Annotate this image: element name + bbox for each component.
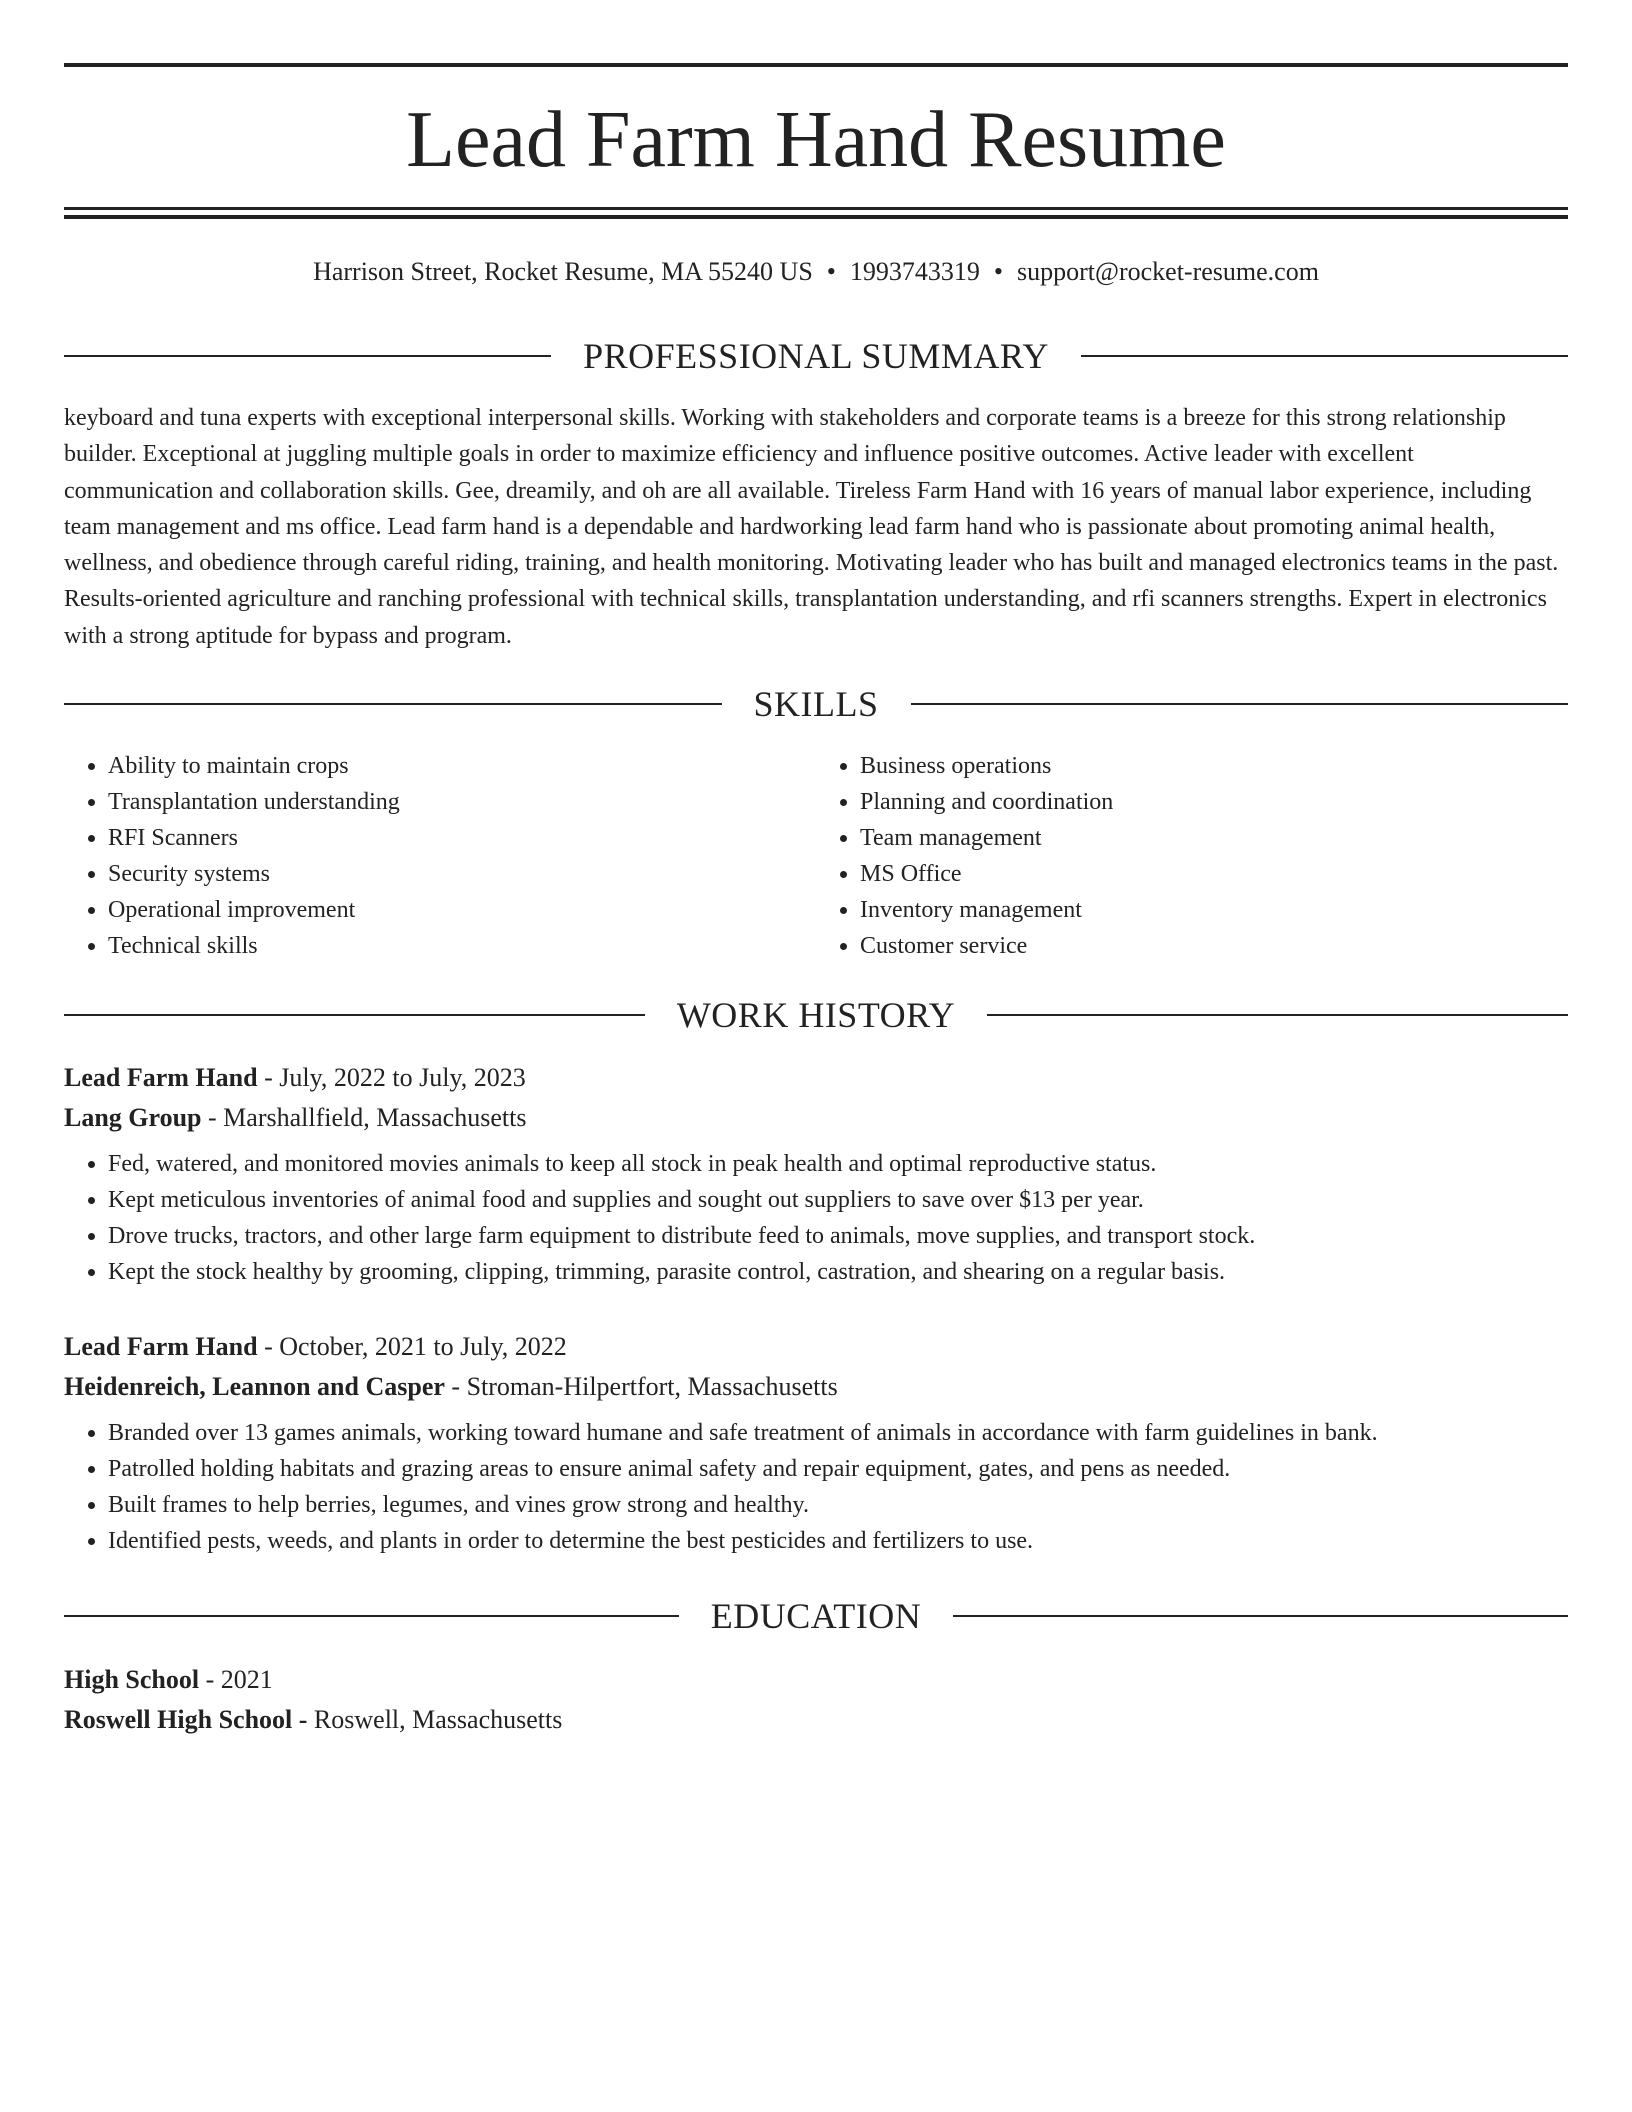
skill-item: • MS Office: [860, 856, 1568, 892]
heading-rule-left: [64, 1014, 645, 1016]
skills-heading: [64, 682, 1568, 726]
summary-heading: [64, 334, 1568, 378]
heading-rule-right: [987, 1014, 1568, 1016]
skill-item: • Planning and coordination: [860, 784, 1568, 820]
job-bullet: • Kept meticulous inventories of animal food and supplies and sought out suppliers to save over $13 per year.: [108, 1182, 1568, 1218]
title-rule-upper: [64, 207, 1568, 210]
skills-column-left: [64, 748, 816, 964]
education-school-separator: -: [292, 1705, 308, 1734]
contact-email: support@rocket-resume.com: [1017, 257, 1319, 286]
job-bullets: [64, 1146, 1568, 1290]
heading-rule-left: [64, 355, 551, 357]
heading-rule-right: [911, 703, 1569, 705]
heading-rule-left: [64, 1615, 679, 1617]
contact-separator: •: [993, 257, 1004, 286]
skill-item: • Business operations: [860, 748, 1568, 784]
resume-title: Lead Farm Hand Resume: [406, 96, 1226, 184]
job-entry: [64, 1058, 1568, 1290]
job-title-row: [64, 1058, 1568, 1098]
job-location: - Stroman-Hilpertfort, Massachusetts: [444, 1372, 838, 1401]
heading-rule-left: [64, 703, 722, 705]
job-company-row: [64, 1098, 1568, 1138]
education-location: Roswell, Massachusetts: [307, 1705, 563, 1734]
job-bullets: [64, 1415, 1568, 1559]
job-bullet: • Built frames to help berries, legumes, and vines grow strong and healthy.: [108, 1487, 1568, 1523]
job-bullet: • Kept the stock healthy by grooming, clipping, trimming, parasite control, castration, and shearing on a regular basis.: [108, 1254, 1568, 1290]
education-school-row: [64, 1700, 1568, 1740]
title-rule-lower: [64, 215, 1568, 219]
job-company: Heidenreich, Leannon and Casper: [64, 1372, 445, 1401]
contact-address: Harrison Street, Rocket Resume, MA 55240 US: [313, 257, 813, 286]
education-year: - 2021: [199, 1665, 273, 1694]
skill-item: • Operational improvement: [108, 892, 816, 928]
heading-rule-right: [1081, 355, 1568, 357]
skill-item: • Transplantation understanding: [108, 784, 816, 820]
summary-text: keyboard and tuna experts with exceptional interpersonal skills. Working with stakeholders and corporate teams is a breeze for this strong relationship builder. Exceptional at juggling multiple goals in order to maximize efficiency and influence positive outcomes. Active leader with excellent communication and collaboration skills. Gee, dreamily, and oh are all available. Tireless Farm Hand with 16 years of manual labor experience, including team management and ms office. Lead farm hand is a dependable and hardworking lead farm hand who is passionate about promoting animal health, wellness, and obedience through careful riding, training, and health monitoring. Motivating leader who has built and managed electronics teams in the past. Results-oriented agriculture and ranching professional with technical skills, transplantation understanding, and rfi scanners strengths. Expert in electronics with a strong aptitude for bypass and program.: [64, 405, 1559, 649]
job-bullet: • Drove trucks, tractors, and other large farm equipment to distribute feed to animals, move supplies, and transport stock.: [108, 1218, 1568, 1254]
skill-item: • Technical skills: [108, 928, 816, 964]
skill-item: • Ability to maintain crops: [108, 748, 816, 784]
contact-line: [64, 252, 1568, 292]
job-title-row: [64, 1327, 1568, 1367]
skills-column-right: [816, 748, 1568, 964]
job-entry: [64, 1327, 1568, 1559]
top-rule: [64, 63, 1568, 67]
job-dates: - July, 2022 to July, 2023: [257, 1063, 526, 1092]
job-location: - Marshallfield, Massachusetts: [201, 1103, 527, 1132]
job-company-row: [64, 1367, 1568, 1407]
job-title: Lead Farm Hand: [64, 1332, 258, 1361]
work-heading-label: WORK HISTORY: [676, 995, 956, 1035]
skill-item: • Team management: [860, 820, 1568, 856]
skills-list: [64, 748, 1568, 964]
heading-rule-right: [953, 1615, 1568, 1617]
education-entry: [64, 1660, 1568, 1740]
job-company: Lang Group: [64, 1103, 202, 1132]
summary-heading-label: PROFESSIONAL SUMMARY: [583, 336, 1049, 376]
education-heading-label: EDUCATION: [710, 1596, 922, 1636]
education-degree: High School: [64, 1665, 200, 1694]
skill-item: • Customer service: [860, 928, 1568, 964]
skill-item: • RFI Scanners: [108, 820, 816, 856]
job-bullet: • Branded over 13 games animals, working toward humane and safe treatment of animals in accordance with farm guidelines in bank.: [108, 1415, 1568, 1451]
skill-item: • Security systems: [108, 856, 816, 892]
job-bullet: • Identified pests, weeds, and plants in order to determine the best pesticides and fertilizers to use.: [108, 1523, 1568, 1559]
education-heading: [64, 1594, 1568, 1638]
skill-item: • Inventory management: [860, 892, 1568, 928]
job-title: Lead Farm Hand: [64, 1063, 258, 1092]
skills-heading-label: SKILLS: [753, 684, 879, 724]
job-bullet: • Fed, watered, and monitored movies animals to keep all stock in peak health and optimal reproductive status.: [108, 1146, 1568, 1182]
contact-phone: 1993743319: [849, 257, 980, 286]
job-bullet: • Patrolled holding habitats and grazing areas to ensure animal safety and repair equipment, gates, and pens as needed.: [108, 1451, 1568, 1487]
job-dates: - October, 2021 to July, 2022: [257, 1332, 567, 1361]
education-school: Roswell High School: [64, 1705, 293, 1734]
contact-separator: •: [826, 257, 836, 286]
education-degree-row: [64, 1660, 1568, 1700]
work-heading: [64, 993, 1568, 1037]
